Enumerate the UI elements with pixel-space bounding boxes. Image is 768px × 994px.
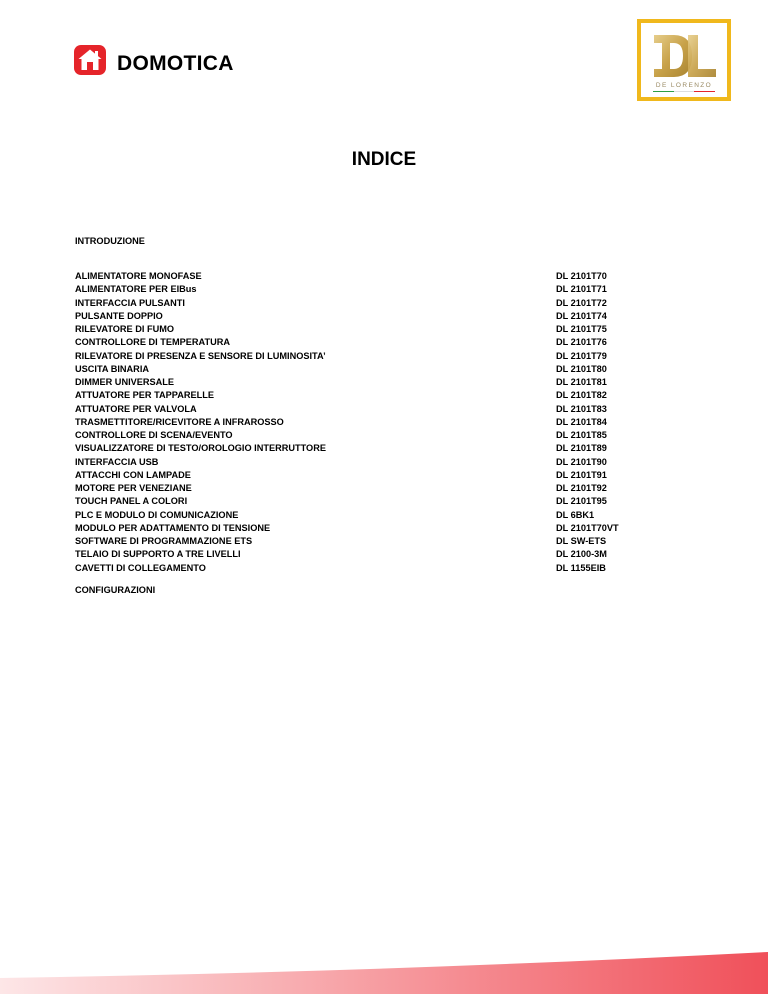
toc-entry-code: DL 2101T92 bbox=[556, 483, 607, 493]
page-title: INDICE bbox=[351, 149, 417, 170]
section-introduction: INTRODUZIONE bbox=[75, 236, 145, 246]
toc-entry-title: INTERFACCIA USB bbox=[75, 456, 159, 467]
logo-flag-stripe bbox=[653, 91, 715, 92]
toc-entry bbox=[75, 548, 635, 561]
toc-entry bbox=[75, 270, 635, 283]
toc-entry bbox=[75, 310, 635, 323]
toc-entry-title: PLC E MODULO DI COMUNICAZIONE bbox=[75, 509, 239, 520]
toc-entry-title: MOTORE PER VENEZIANE bbox=[75, 483, 192, 493]
toc-entry bbox=[75, 495, 635, 508]
toc-entry-title: DIMMER UNIVERSALE bbox=[75, 377, 175, 387]
logo-text: DE LORENZO bbox=[655, 82, 713, 89]
toc-entry-code: DL SW-ETS bbox=[556, 536, 607, 546]
toc-entry-code: DL 2101T91 bbox=[556, 469, 607, 480]
toc-entry-code: DL 2101T83 bbox=[556, 403, 607, 414]
toc-entry-title: VISUALIZZATORE DI TESTO/OROLOGIO INTERRUTTORE bbox=[75, 443, 326, 454]
toc-entry-code: DL 2101T70VT bbox=[556, 522, 619, 533]
toc-entry bbox=[75, 416, 635, 429]
toc-entry-title: ATTACCHI CON LAMPADE bbox=[75, 469, 191, 480]
toc-entry bbox=[75, 350, 635, 363]
toc-entry-title: TRASMETTITORE/RICEVITORE A INFRAROSSO bbox=[75, 416, 284, 427]
toc-entry bbox=[75, 363, 635, 376]
toc-entry-title: RILEVATORE DI PRESENZA E SENSORE DI LUMINOSITA’ bbox=[75, 350, 326, 361]
toc-entry bbox=[75, 469, 635, 482]
toc-entry-code: DL 2101T84 bbox=[556, 416, 607, 427]
brand bbox=[74, 44, 234, 76]
toc-entry-code: DL 2101T90 bbox=[556, 456, 607, 467]
table-of-contents bbox=[75, 270, 635, 575]
toc-entry-title: CONTROLLORE DI SCENA/EVENTO bbox=[75, 430, 233, 440]
toc-entry-title: PULSANTE DOPPIO bbox=[75, 310, 163, 321]
toc-entry bbox=[75, 403, 635, 416]
toc-entry bbox=[75, 509, 635, 522]
toc-entry-title: ALIMENTATORE MONOFASE bbox=[75, 271, 202, 281]
toc-entry-title: SOFTWARE DI PROGRAMMAZIONE ETS bbox=[75, 536, 253, 546]
toc-entry-code: DL 2101T81 bbox=[556, 377, 607, 387]
toc-entry-code: DL 6BK1 bbox=[556, 509, 595, 520]
toc-entry-code: DL 2101T82 bbox=[556, 390, 607, 401]
toc-entry bbox=[75, 323, 635, 336]
toc-entry bbox=[75, 442, 635, 455]
toc-entry-code: DL 2101T89 bbox=[556, 443, 607, 454]
home-icon bbox=[74, 45, 106, 75]
toc-entry bbox=[75, 283, 635, 296]
de-lorenzo-logo bbox=[637, 19, 731, 101]
toc-entry-code: DL 2101T72 bbox=[556, 297, 607, 308]
toc-entry-code: DL 2100-3M bbox=[556, 549, 607, 560]
toc-entry-code: DL 2101T95 bbox=[556, 496, 607, 507]
toc-entry-code: DL 1155EIB bbox=[556, 562, 606, 573]
toc-entry-title: ATTUATORE PER VALVOLA bbox=[75, 403, 197, 414]
toc-entry-title: TOUCH PANEL A COLORI bbox=[75, 496, 188, 507]
toc-entry bbox=[75, 562, 635, 575]
toc-entry-code: DL 2101T74 bbox=[556, 310, 607, 321]
toc-entry-code: DL 2101T70 bbox=[556, 271, 607, 281]
toc-entry-title: CAVETTI DI COLLEGAMENTO bbox=[75, 562, 206, 573]
section-configurations: CONFIGURAZIONI bbox=[75, 585, 156, 595]
toc-entry bbox=[75, 429, 635, 442]
toc-entry-title: INTERFACCIA PULSANTI bbox=[75, 297, 185, 308]
toc-entry bbox=[75, 376, 635, 389]
toc-entry-code: DL 2101T76 bbox=[556, 337, 607, 348]
toc-entry-code: DL 2101T79 bbox=[556, 350, 607, 361]
toc-entry-title: USCITA BINARIA bbox=[75, 363, 150, 374]
toc-entry-title: MODULO PER ADATTAMENTO DI TENSIONE bbox=[75, 522, 271, 533]
toc-entry-title: TELAIO DI SUPPORTO A TRE LIVELLI bbox=[75, 549, 241, 560]
footer-decorative-bar bbox=[0, 938, 768, 994]
toc-entry-title: ALIMENTATORE PER EIBus bbox=[75, 284, 197, 295]
toc-entry-code: DL 2101T75 bbox=[556, 324, 607, 334]
dl-monogram-icon bbox=[650, 31, 718, 81]
brand-name: DOMOTICA bbox=[117, 52, 234, 75]
toc-entry bbox=[75, 482, 635, 495]
toc-entry-code: DL 2101T80 bbox=[556, 363, 607, 374]
toc-entry bbox=[75, 297, 635, 310]
toc-entry bbox=[75, 522, 635, 535]
toc-entry bbox=[75, 336, 635, 349]
toc-entry-title: RILEVATORE DI FUMO bbox=[75, 324, 175, 334]
toc-entry-title: ATTUATORE PER TAPPARELLE bbox=[75, 390, 215, 401]
toc-entry bbox=[75, 456, 635, 469]
toc-entry-title: CONTROLLORE DI TEMPERATURA bbox=[75, 337, 230, 348]
toc-entry-code: DL 2101T85 bbox=[556, 430, 607, 440]
toc-entry bbox=[75, 535, 635, 548]
toc-entry bbox=[75, 389, 635, 402]
toc-entry-code: DL 2101T71 bbox=[556, 284, 607, 295]
